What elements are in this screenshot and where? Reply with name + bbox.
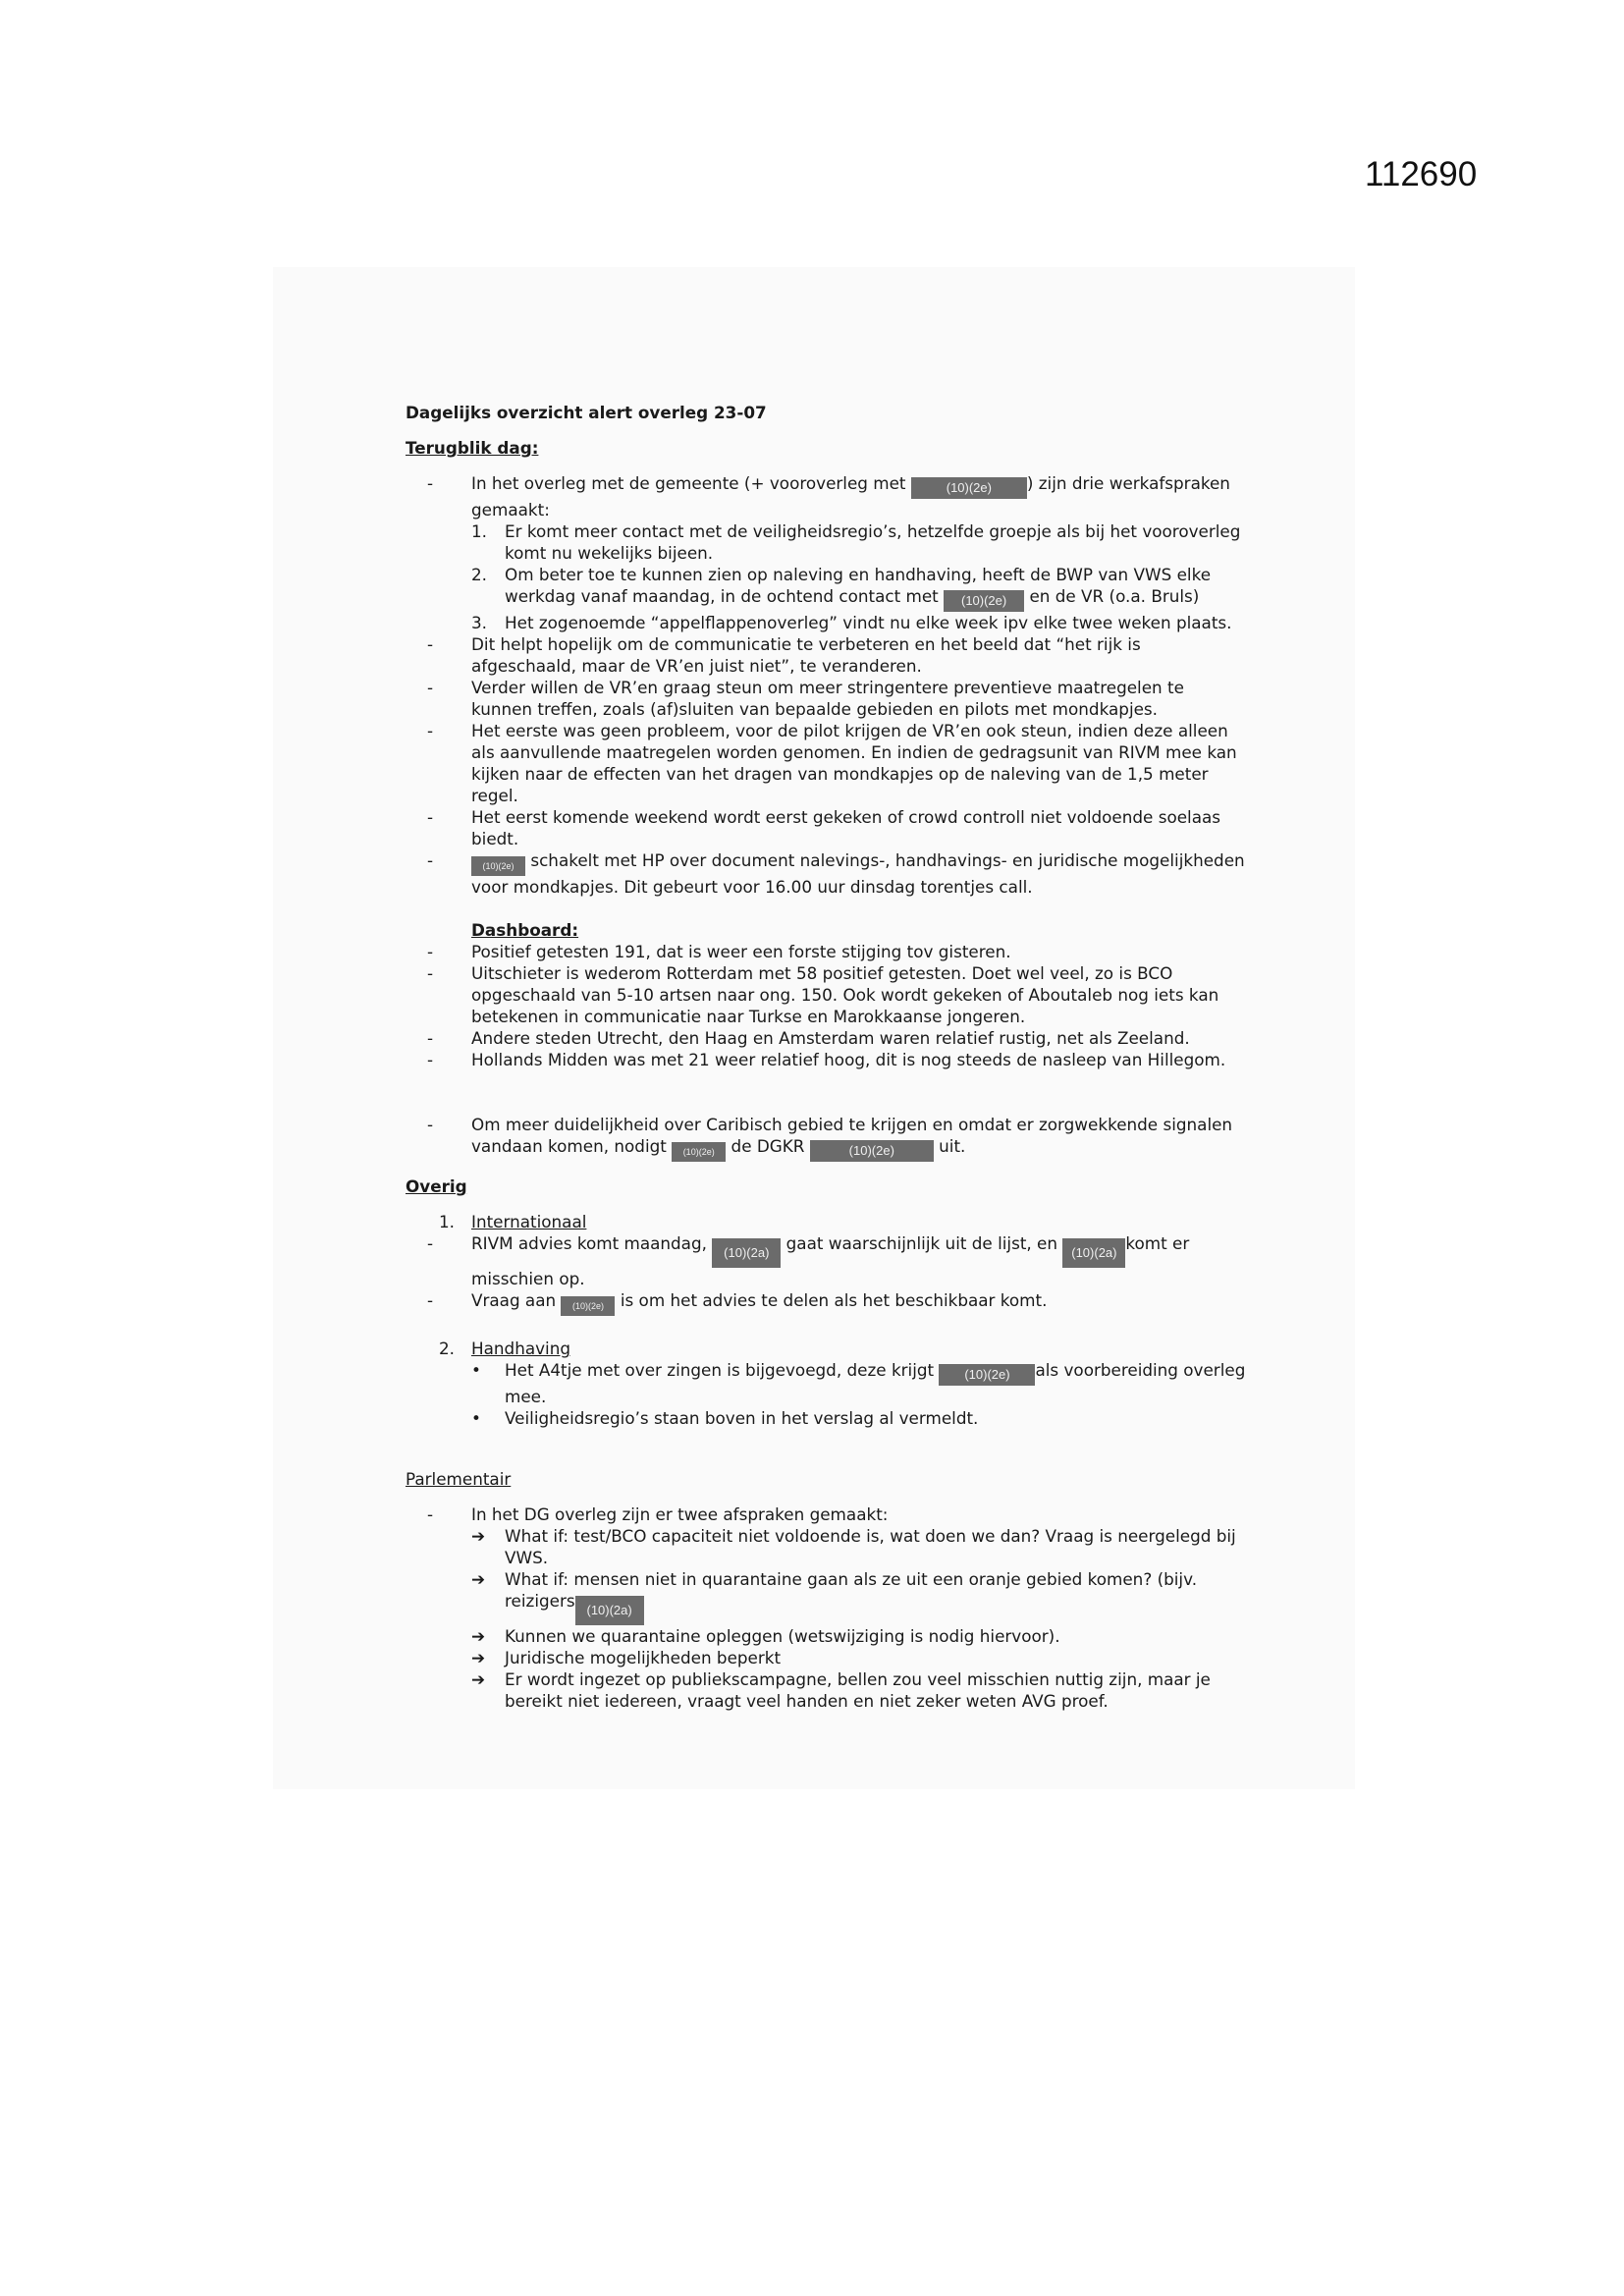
numbered-item: 2. Om beter toe te kunnen zien op naleving en handhaving, heeft de BWP van VWS elke werkdag vanaf maandag, in de ochtend contact met (10)(2e) en de VR (o.a. Bruls) bbox=[406, 564, 1250, 612]
dash-marker: - bbox=[427, 634, 434, 654]
redaction-box: (10)(2a) bbox=[712, 1238, 781, 1268]
number-marker: 2. bbox=[439, 1339, 456, 1358]
list-item: - Vraag aan (10)(2e) is om het advies te delen als het beschikbaar komt. bbox=[406, 1289, 1250, 1316]
numbered-section bbox=[406, 1211, 1250, 1232]
dash-marker: - bbox=[427, 850, 434, 870]
bullet-item: • Het A4tje met over zingen is bijgevoegd, deze krijgt (10)(2e) als voorbereiding overleg mee. bbox=[471, 1360, 1246, 1406]
section-heading-overig: Overig bbox=[406, 1176, 467, 1196]
number-marker: 1. bbox=[439, 1212, 456, 1231]
arrow-icon: ➔ bbox=[471, 1526, 486, 1546]
dash-marker: - bbox=[427, 963, 434, 983]
number-marker: 1. bbox=[471, 521, 488, 541]
redaction-box: (10)(2e) bbox=[561, 1296, 615, 1316]
arrow-item: ➔ What if: test/BCO capaciteit niet voldoende is, wat doen we dan? Vraag is neergelegd bij VWS. bbox=[471, 1526, 1236, 1567]
arrow-item: ➔ Juridische mogelijkheden beperkt bbox=[471, 1648, 782, 1667]
list-item: - RIVM advies komt maandag, (10)(2a) gaat waarschijnlijk uit de lijst, en (10)(2a) komt er misschien op. bbox=[427, 1233, 1190, 1288]
bullet-item: • Veiligheidsregio’s staan boven in het verslag al vermeldt. bbox=[471, 1408, 979, 1428]
subsection-title: Handhaving bbox=[471, 1339, 570, 1358]
arrow-item: ➔ Er wordt ingezet op publiekscampagne, bellen zou veel misschien nuttig zijn, maar je bereikt niet iedereen, vraagt veel handen en niet zeker weten AVG proef. bbox=[471, 1669, 1211, 1711]
list-item: - Het eerste was geen probleem, voor de pilot krijgen de VR’en ook steun, indien deze alleen als aanvullende maatregelen worden genomen. En indien de gedragsunit van RIVM mee kan kijken naar de effecten van het dragen van mondkapjes op de naleving van de 1,5 meter regel. bbox=[427, 721, 1237, 805]
document-number: 112690 bbox=[1365, 155, 1478, 193]
redaction-box: (10)(2e) bbox=[471, 856, 525, 876]
arrow-icon: ➔ bbox=[471, 1626, 486, 1646]
section-heading-dashboard: Dashboard: bbox=[471, 920, 579, 940]
dash-marker: - bbox=[427, 473, 434, 493]
arrow-icon: ➔ bbox=[471, 1648, 486, 1667]
document-title: Dagelijks overzicht alert overleg 23-07 bbox=[406, 403, 767, 422]
numbered-item: 3. Het zogenoemde “appelflappenoverleg” vindt nu elke week ipv elke twee weken plaats. bbox=[471, 613, 1232, 632]
list-item: - Andere steden Utrecht, den Haag en Amsterdam waren relatief rustig, net als Zeeland. bbox=[427, 1028, 1190, 1048]
list-item: - (10)(2e) schakelt met HP over document nalevings-, handhavings- en juridische mogelijkheden voor mondkapjes. Dit gebeurt voor 16.00 uur dinsdag torentjes call. bbox=[427, 850, 1245, 897]
dash-marker: - bbox=[427, 942, 434, 961]
redaction-box: (10)(2e) bbox=[944, 590, 1024, 612]
list-item: - Dit helpt hopelijk om de communicatie te verbeteren en het beeld dat “het rijk is afgeschaald, maar de VR’en juist niet”, te veranderen. bbox=[427, 634, 1141, 676]
arrow-icon: ➔ bbox=[471, 1569, 486, 1589]
list-item: - Positief getesten 191, dat is weer een forste stijging tov gisteren. bbox=[427, 942, 1011, 961]
list-item: - Hollands Midden was met 21 weer relatief hoog, dit is nog steeds de nasleep van Hillegom. bbox=[427, 1050, 1226, 1069]
document-body bbox=[406, 402, 1250, 1712]
list-item: - In het overleg met de gemeente (+ vooroverleg met (10)(2e) ) zijn drie werkafspraken gemaakt: bbox=[427, 473, 1230, 519]
bullet-marker: • bbox=[471, 1408, 481, 1428]
numbered-section bbox=[406, 1338, 1250, 1359]
arrow-icon: ➔ bbox=[471, 1669, 486, 1689]
redaction-box: (10)(2a) bbox=[1062, 1238, 1125, 1268]
redaction-box: (10)(2e) bbox=[939, 1364, 1035, 1386]
dash-marker: - bbox=[427, 678, 434, 697]
redaction-box: (10)(2e) bbox=[672, 1142, 726, 1162]
list-item: - Verder willen de VR’en graag steun om meer stringentere preventieve maatregelen te kunnen treffen, zoals (af)sluiten van bepaalde gebieden en pilots met mondkapjes. bbox=[427, 678, 1184, 719]
arrow-item: ➔ What if: mensen niet in quarantaine gaan als ze uit een oranje gebied komen? (bijv. reizigers (10)(2a) bbox=[406, 1568, 1250, 1625]
dash-marker: - bbox=[427, 1290, 434, 1310]
dash-marker: - bbox=[427, 1028, 434, 1048]
numbered-item: 1. Er komt meer contact met de veiligheidsregio’s, hetzelfde groepje als bij het vooroverleg komt nu wekelijks bijeen. bbox=[471, 521, 1241, 563]
subsection-title: Internationaal bbox=[471, 1212, 587, 1231]
dash-marker: - bbox=[427, 1504, 434, 1524]
bullet-marker: • bbox=[471, 1360, 481, 1380]
list-item: - In het DG overleg zijn er twee afspraken gemaakt: bbox=[427, 1504, 889, 1524]
redaction-box: (10)(2e) bbox=[911, 477, 1027, 499]
section-heading-terugblik: Terugblik dag: bbox=[406, 438, 539, 458]
dash-marker: - bbox=[427, 721, 434, 740]
number-marker: 3. bbox=[471, 613, 488, 632]
list-item: - Om meer duidelijkheid over Caribisch gebied te krijgen en omdat er zorgwekkende signalen vandaan komen, nodigt (10)(2e) de DGKR (10)(2e) uit. bbox=[406, 1114, 1250, 1162]
redaction-box: (10)(2e) bbox=[810, 1140, 934, 1162]
number-marker: 2. bbox=[471, 565, 488, 584]
arrow-item: ➔ Kunnen we quarantaine opleggen (wetswijziging is nodig hiervoor). bbox=[471, 1626, 1060, 1646]
dashboard-heading-row bbox=[406, 919, 1250, 941]
dash-marker: - bbox=[427, 807, 434, 827]
redaction-box: (10)(2a) bbox=[575, 1596, 644, 1625]
dash-marker: - bbox=[427, 1233, 434, 1253]
dash-marker: - bbox=[427, 1050, 434, 1069]
list-item: - Uitschieter is wederom Rotterdam met 58 positief getesten. Doet wel veel, zo is BCO opgeschaald van 5-10 artsen naar ong. 150. Ook wordt gekeken of Aboutaleb nog iets kan betekenen in communicatie naar Turkse en Marokkaanse jongeren. bbox=[427, 963, 1219, 1026]
dash-marker: - bbox=[427, 1115, 434, 1134]
list-item: - Het eerst komende weekend wordt eerst gekeken of crowd controll niet voldoende soelaas biedt. bbox=[427, 807, 1221, 848]
section-heading-parlementair: Parlementair bbox=[406, 1469, 512, 1489]
